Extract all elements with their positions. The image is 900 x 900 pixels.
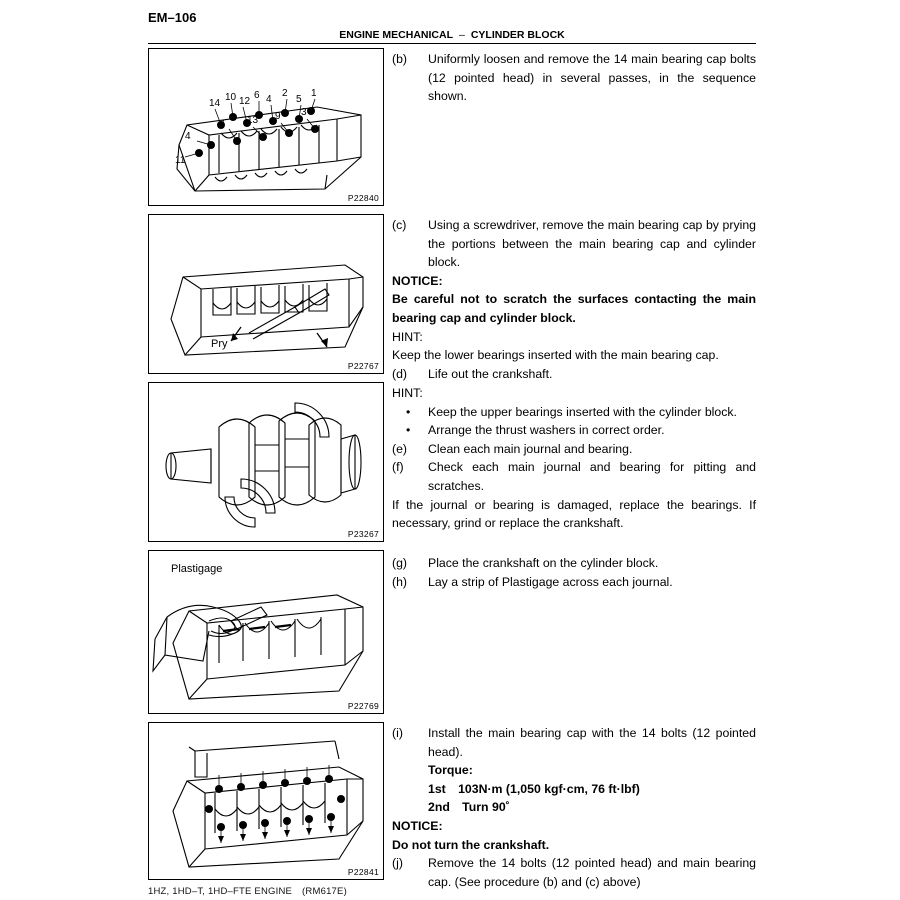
header-divider <box>148 43 756 44</box>
torque-label: Torque: <box>428 763 473 778</box>
step-i-notice-label: NOTICE: <box>392 818 443 833</box>
figure-4-illustration <box>149 551 383 713</box>
step-g-marker: (g) <box>392 556 408 570</box>
svg-text:1: 1 <box>311 88 317 99</box>
step-c-hint-label: HINT: <box>392 329 423 344</box>
torque-spec-2nd: 2nd Turn 90˚ <box>428 800 510 815</box>
hint-label: HINT: <box>392 386 423 400</box>
figure-id: P22767 <box>347 361 379 371</box>
svg-text:14: 14 <box>209 98 221 109</box>
step-i-row <box>392 724 756 761</box>
step-d-row <box>392 365 756 384</box>
svg-text:6: 6 <box>254 90 260 101</box>
footer <box>148 886 347 897</box>
step-b-row <box>392 50 756 106</box>
step-f-marker: (f) <box>392 460 404 475</box>
hint-bullet-1-row <box>392 403 756 422</box>
step-f-row <box>392 458 756 495</box>
footer-engine-list: 1HZ, 1HD–T, 1HD–FTE ENGINE <box>148 886 293 897</box>
step-c-row <box>392 216 756 272</box>
figure-id: P22840 <box>347 193 379 203</box>
figure-id: P22841 <box>347 867 379 877</box>
bullet-marker: • <box>406 423 411 438</box>
step-c-text: Using a screwdriver, remove the main bearing cap by prying the portions between the main bearing cap and cylinder block. <box>428 218 756 270</box>
figure-2-illustration <box>149 215 383 373</box>
header-title-left: ENGINE MECHANICAL <box>339 29 453 41</box>
step-h-marker: (h) <box>392 574 408 589</box>
svg-text:4: 4 <box>185 131 191 142</box>
step-i-text: Install the main bearing cap with the 14 bolts (12 pointed head). <box>428 726 756 759</box>
running-header <box>148 29 756 41</box>
figure-install-main-bearing-cap-bolts <box>148 722 384 880</box>
step-f-text: Check each main journal and bearing for pitting and scratches. <box>428 460 756 493</box>
figure-plastigage-on-journal <box>148 550 384 714</box>
step-b-block <box>392 50 756 106</box>
svg-text:7: 7 <box>219 119 225 130</box>
step-e-text: Clean each main journal and bearing. <box>428 441 633 456</box>
step-b-marker: (b) <box>392 52 408 66</box>
step-c-notice-text: Be careful not to scratch the surfaces contacting the main bearing cap and cylinder block. <box>392 292 756 325</box>
step-e-marker: (e) <box>392 441 408 456</box>
step-g-text: Place the crankshaft on the cylinder block. <box>428 556 659 570</box>
figure-id: P22769 <box>347 701 379 711</box>
svg-text:2: 2 <box>282 88 288 99</box>
step-h-text: Lay a strip of Plastigage across each journal. <box>428 574 673 589</box>
svg-text:9: 9 <box>275 111 281 122</box>
footer-manual-code: (RM617E) <box>302 886 347 897</box>
hint-and-steps-ef-block <box>392 384 756 533</box>
hint-bullet-1-text: Keep the upper bearings inserted with the cylinder block. <box>428 404 737 419</box>
svg-text:3: 3 <box>301 107 307 118</box>
page-number: EM–106 <box>148 10 197 25</box>
step-d-marker: (d) <box>392 366 408 381</box>
header-title-right: CYLINDER BLOCK <box>470 29 565 41</box>
step-g-row <box>392 554 756 573</box>
svg-text:4: 4 <box>266 94 272 105</box>
step-c-hint-text: Keep the lower bearings inserted with the main bearing cap. <box>392 348 719 363</box>
figure-3-illustration <box>149 383 383 541</box>
figure-plastigage-label: Plastigage <box>171 563 223 575</box>
step-j-text: Remove the 14 bolts (12 pointed head) and main bearing cap. (See procedure (b) and (c) above) <box>428 856 756 889</box>
step-d-text: Life out the crankshaft. <box>428 366 553 381</box>
step-h-row <box>392 573 756 592</box>
step-j-row <box>392 854 756 891</box>
figure-crankshaft-and-bearings <box>148 382 384 542</box>
torque-spec-1st: 1st 103N·m (1,050 kgf·cm, 76 ft·lbf) <box>428 781 640 796</box>
step-c-block <box>392 216 756 383</box>
step-f-note: If the journal or bearing is damaged, replace the bearings. If necessary, grind or replace the crankshaft. <box>392 497 756 531</box>
step-i-notice-text: Do not turn the crankshaft. <box>392 837 550 852</box>
hint-bullet-2-row <box>392 421 756 440</box>
svg-text:Pry: Pry <box>211 338 228 350</box>
svg-text:5: 5 <box>296 94 302 105</box>
figure-main-bearing-cap-bolt-sequence <box>148 48 384 206</box>
step-j-marker: (j) <box>392 856 403 871</box>
step-i-marker: (i) <box>392 726 403 740</box>
svg-text:10: 10 <box>225 92 237 103</box>
step-c-marker: (c) <box>392 218 407 232</box>
step-b-text: Uniformly loosen and remove the 14 main bearing cap bolts (12 pointed head) in several passes, in the sequence shown. <box>428 52 756 104</box>
figure-pry-main-bearing-cap <box>148 214 384 374</box>
steps-ij-block <box>392 724 756 891</box>
step-c-notice-label: NOTICE: <box>392 273 443 288</box>
svg-text:11: 11 <box>175 155 186 166</box>
step-e-row <box>392 440 756 459</box>
figure-id: P23267 <box>347 529 379 539</box>
bullet-marker: • <box>406 404 411 419</box>
steps-gh-block <box>392 554 756 591</box>
svg-text:12: 12 <box>239 96 251 107</box>
svg-text:13: 13 <box>247 115 259 126</box>
figure-5-illustration <box>149 723 383 879</box>
figure-1-illustration <box>149 49 383 205</box>
hint-bullet-2-text: Arrange the thrust washers in correct order. <box>428 423 665 438</box>
header-separator: – <box>459 29 465 41</box>
